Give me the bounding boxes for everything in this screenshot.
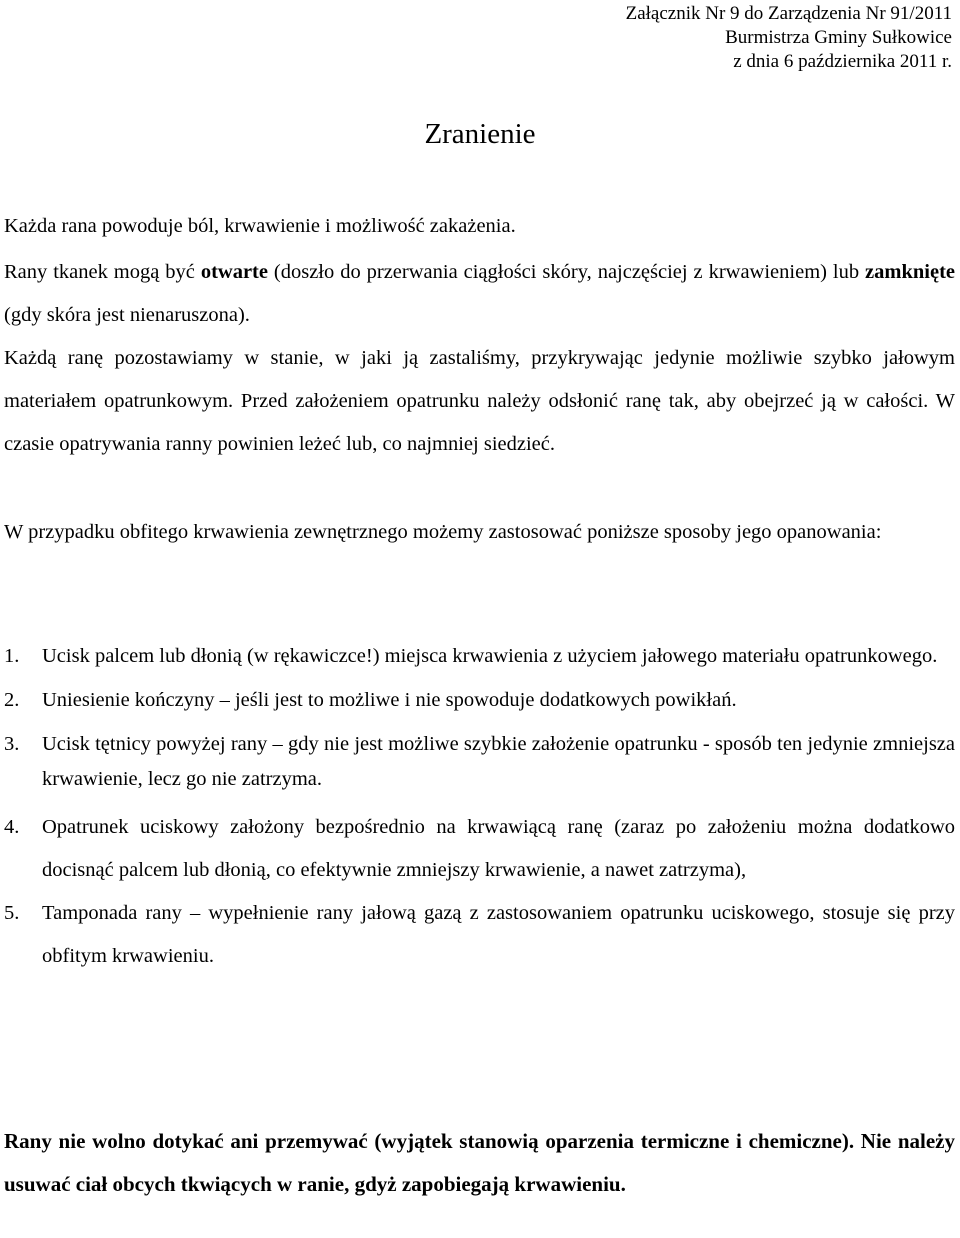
list-item (4, 892, 955, 978)
text-fragment: (gdy skóra jest nienaruszona). (4, 304, 250, 326)
list-item-number: 3. (4, 733, 20, 755)
intro-paragraph-1: Każda rana powoduje ból, krwawienie i możliwość zakażenia. (4, 215, 516, 237)
list-item-text: Tamponada rany – wypełnienie rany jałową gazą z zastosowaniem opatrunku uciskowego, stosuje się przy obfitym krwawieniu. (42, 902, 955, 967)
steps-list (4, 639, 955, 978)
list-item-text: Ucisk palcem lub dłonią (w rękawiczce!) miejsca krwawienia z użyciem jałowego materiału opatrunkowego. (42, 645, 938, 667)
warning-paragraph: Rany nie wolno dotykać ani przemywać (wyjątek stanowią oparzenia termiczne i chemiczne). Nie należy usuwać ciał obcych tkwiących w ranie, gdyż zapobiegają krwawieniu. (4, 1129, 955, 1196)
list-item (4, 639, 955, 674)
list-item-text: Ucisk tętnicy powyżej rany – gdy nie jest możliwe szybkie założenie opatrunku - sposób ten jedynie zmniejsza krwawienie, lecz go nie zatrzyma. (42, 733, 955, 790)
intro-paragraph-4: W przypadku obfitego krwawienia zewnętrznego możemy zastosować poniższe sposoby jego opanowania: (4, 521, 882, 543)
list-item-text: Opatrunek uciskowy założony bezpośrednio na krwawiącą ranę (zaraz po założeniu można dodatkowo docisnąć palcem lub dłonią, co efektywnie zmniejszy krwawienie, a nawet zatrzyma), (42, 816, 955, 881)
list-item-number: 5. (4, 902, 20, 924)
intro-paragraph-3: Każdą ranę pozostawiamy w stanie, w jaki ją zastaliśmy, przykrywając jedynie możliwie szybko jałowym materiałem opatrunkowym. Przed założeniem opatrunku należy odsłonić ranę tak, aby obejrzeć ją w całości. W czasie opatrywania ranny powinien leżeć lub, co najmniej siedzieć. (4, 347, 955, 455)
text-fragment: Rany tkanek mogą być (4, 261, 201, 283)
list-item-number: 1. (4, 645, 20, 667)
attachment-line-2: Burmistrza Gminy Sułkowice (725, 27, 952, 48)
attachment-header (626, 2, 952, 74)
text-fragment: (doszło do przerwania ciągłości skóry, najczęściej z krwawieniem) lub (267, 261, 866, 283)
list-item-text: Uniesienie kończyny – jeśli jest to możliwe i nie spowoduje dodatkowych powikłań. (42, 689, 737, 711)
list-item (4, 683, 955, 718)
attachment-line-3: z dnia 6 października 2011 r. (733, 51, 952, 72)
attachment-line-1: Załącznik Nr 9 do Zarządzenia Nr 91/2011 (625, 3, 952, 24)
bold-term-open: otwarte (200, 261, 268, 283)
list-item-number: 4. (4, 816, 20, 838)
page-title: Zranienie (424, 118, 536, 150)
list-item-number: 2. (4, 689, 20, 711)
list-item (4, 727, 955, 797)
intro-paragraph-2 (4, 251, 955, 337)
list-item (4, 806, 955, 892)
bold-term-closed: zamknięte (865, 261, 955, 283)
